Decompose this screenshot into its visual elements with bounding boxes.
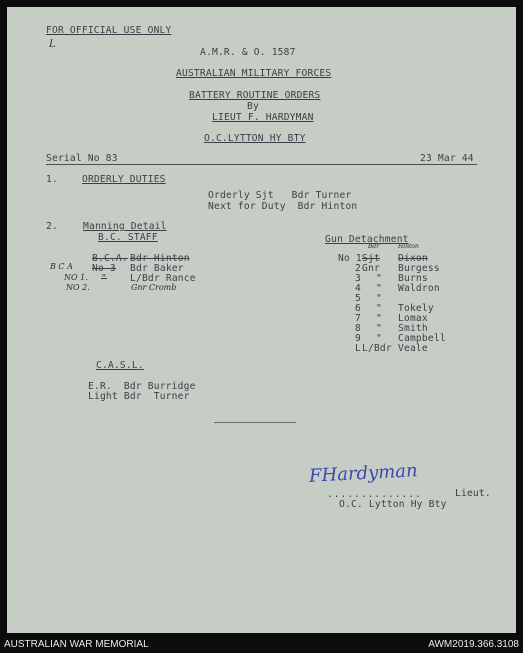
casl-light-line: Light Bdr Turner <box>88 391 190 402</box>
orderly-sjt-line: Orderly Sjt Bdr Turner <box>208 190 352 201</box>
casl-er-line: E.R. Bdr Burridge <box>88 381 196 392</box>
handwritten-name: Gnr Cromb <box>131 283 177 292</box>
handwritten-rank: Bdr <box>368 243 380 250</box>
section-2-number: 2. <box>46 221 58 232</box>
gun-rank: L/Bdr <box>362 343 392 354</box>
gun-member-name: Veale <box>398 343 428 354</box>
gun-number: 6 <box>355 303 361 314</box>
gun-rank: " <box>376 313 382 324</box>
gun-number: 8 <box>355 323 361 334</box>
section-1-heading: ORDERLY DUTIES <box>82 174 166 185</box>
bc-staff-name: Bdr Hinton <box>130 253 190 264</box>
classification-label: FOR OFFICIAL USE ONLY <box>46 25 172 36</box>
gun-member-name: Lomax <box>398 313 428 324</box>
gun-rank: " <box>376 303 382 314</box>
handwritten-note: B C A <box>50 262 73 271</box>
author-appointment: O.C.LYTTON HY BTY <box>204 133 306 144</box>
gun-number: 2 <box>355 263 361 274</box>
handwritten-name: Hinton <box>398 243 419 250</box>
archive-credit: AUSTRALIAN WAR MEMORIAL <box>4 639 149 650</box>
section-2-heading: Manning Detail <box>83 221 167 232</box>
next-for-duty-line: Next for Duty Bdr Hinton <box>208 201 358 212</box>
author-name: LIEUT F. HARDYMAN <box>212 112 314 123</box>
serial-number: Serial No 83 <box>46 153 118 164</box>
bc-staff-name: L/Bdr Rance <box>130 273 196 284</box>
reference-number: A.M.R. & O. 1587 <box>200 47 296 58</box>
archive-reference: AWM2019.366.3108 <box>428 639 519 650</box>
gun-member-name: Waldron <box>398 283 440 294</box>
copy-mark: L <box>49 39 56 50</box>
document-title: BATTERY ROUTINE ORDERS <box>189 90 321 101</box>
gun-member-name: Campbell <box>398 333 446 344</box>
signature-dots: .............. <box>327 489 422 500</box>
gun-rank: Sjt <box>362 253 380 264</box>
handwritten-signature: FHardyman <box>308 460 419 487</box>
gun-number: 3 <box>355 273 361 284</box>
serial-divider <box>46 164 477 165</box>
gun-number: No 1 <box>338 253 362 264</box>
gun-number: 5 <box>355 293 361 304</box>
handwritten-note: NO 1. <box>64 273 88 282</box>
bc-staff-role: No 3 <box>92 263 116 274</box>
gun-number: 7 <box>355 313 361 324</box>
gun-member-name: Burgess <box>398 263 440 274</box>
gun-number: 4 <box>355 283 361 294</box>
bc-staff-name: Bdr Baker <box>130 263 184 274</box>
bc-staff-role: " <box>101 273 107 284</box>
gun-rank: " <box>376 333 382 344</box>
gun-member-name: Dixon <box>398 253 428 264</box>
gun-rank: " <box>376 293 382 304</box>
gun-rank: " <box>376 283 382 294</box>
gun-member-name: Burns <box>398 273 428 284</box>
gun-number: 9 <box>355 333 361 344</box>
gun-detachment-heading: Gun Detachment <box>325 234 409 245</box>
gun-rank: Gnr <box>362 263 380 274</box>
by-label: By <box>247 101 259 112</box>
document-page <box>7 7 516 633</box>
casl-heading: C.A.S.L. <box>96 360 144 371</box>
gun-member-name: Tokely <box>398 303 434 314</box>
bc-staff-role: B.C.A. <box>92 253 128 264</box>
section-1-number: 1. <box>46 174 58 185</box>
handwritten-note: NO 2. <box>66 283 90 292</box>
gun-rank: " <box>376 273 382 284</box>
gun-number: L <box>355 343 361 354</box>
order-date: 23 Mar 44 <box>420 153 474 164</box>
signatory-appointment: O.C. Lytton Hy Bty <box>339 499 447 510</box>
section-divider <box>214 422 296 423</box>
bc-staff-heading: B.C. STAFF <box>98 232 158 243</box>
gun-member-name: Smith <box>398 323 428 334</box>
signatory-rank: Lieut. <box>455 488 491 499</box>
gun-rank: " <box>376 323 382 334</box>
force-heading: AUSTRALIAN MILITARY FORCES <box>176 68 332 79</box>
